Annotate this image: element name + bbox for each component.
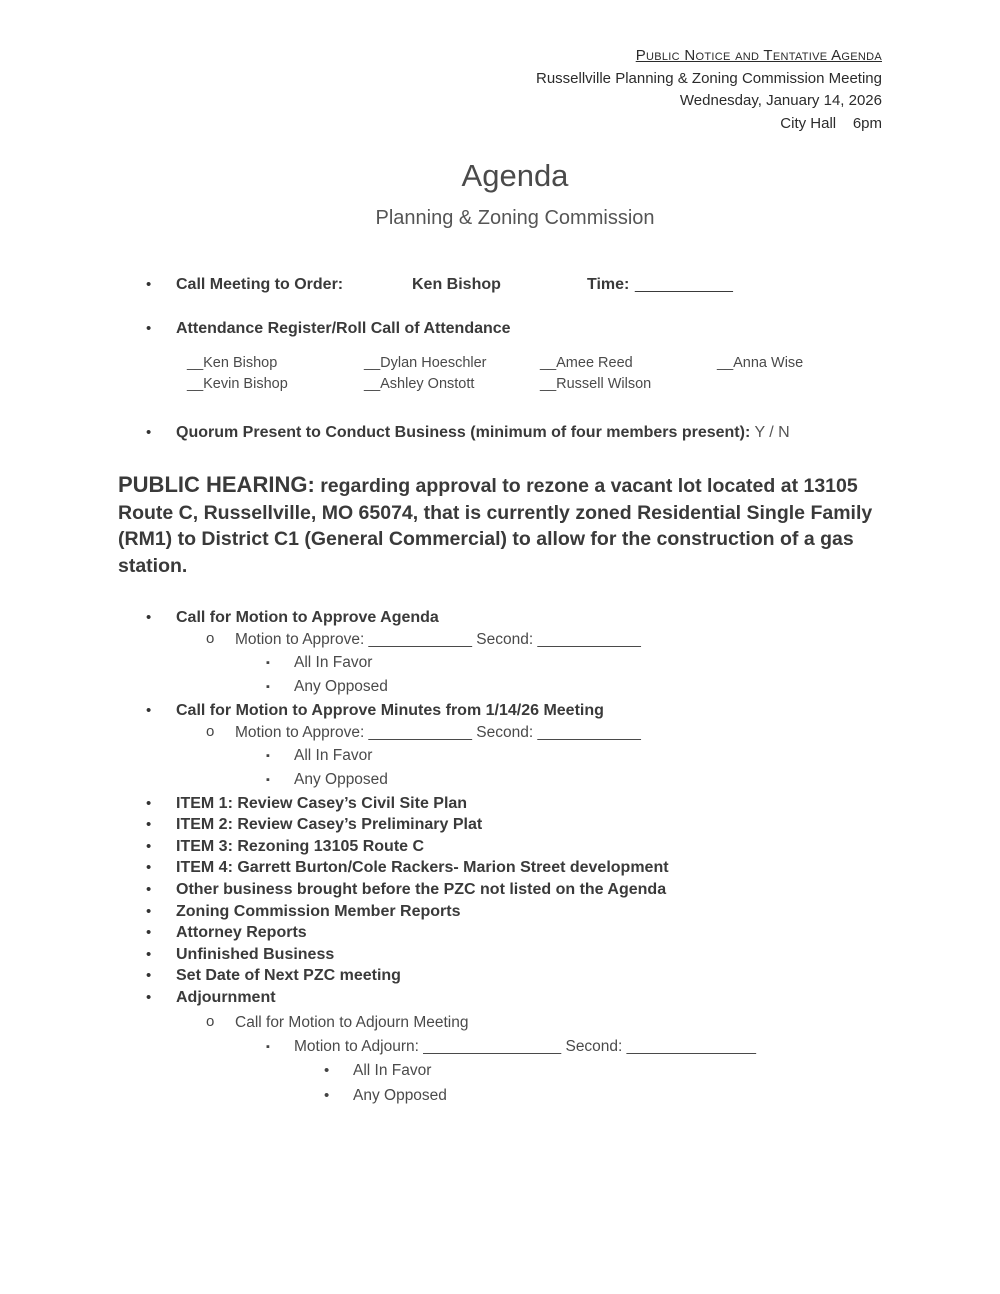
bullet-icon: • xyxy=(146,816,152,833)
any-opposed: Any Opposed xyxy=(294,678,388,695)
quorum-line: Quorum Present to Conduct Business (minimum of four members present): Y / N xyxy=(176,424,790,441)
all-in-favor: All In Favor xyxy=(353,1062,432,1079)
agenda-item: Adjournment xyxy=(176,989,276,1006)
attendance-member: __Ashley Onstott xyxy=(364,376,475,392)
all-in-favor: All In Favor xyxy=(294,654,373,671)
square-bullet-icon: ▪ xyxy=(266,1041,270,1053)
agenda-item: Other business brought before the PZC not listed on the Agenda xyxy=(176,881,667,898)
bullet-icon: • xyxy=(146,881,152,898)
bullet-icon: • xyxy=(146,859,152,876)
bullet-icon: • xyxy=(146,320,152,337)
adjourn-call: Call for Motion to Adjourn Meeting xyxy=(235,1014,469,1031)
agenda-item: Unfinished Business xyxy=(176,946,335,963)
circle-bullet-icon: o xyxy=(206,723,215,740)
time-blank: ___________ xyxy=(635,276,733,293)
any-opposed: Any Opposed xyxy=(353,1087,447,1104)
circle-bullet-icon: o xyxy=(206,630,215,647)
adjourn-motion-line: Motion to Adjourn: ________________ Second: _______________ xyxy=(294,1038,756,1055)
notice-title: Public Notice and Tentative Agenda xyxy=(635,47,882,64)
motion-line: Motion to Approve: ____________ Second: ____________ xyxy=(235,631,641,648)
bullet-icon: • xyxy=(324,1087,330,1104)
bullet-icon: • xyxy=(146,967,152,984)
approve-agenda-item: Call for Motion to Approve Agenda xyxy=(176,609,439,626)
bullet-icon: • xyxy=(146,795,152,812)
attendance-member: __Anna Wise xyxy=(717,355,804,371)
bullet-icon: • xyxy=(146,609,152,626)
bullet-icon: • xyxy=(146,903,152,920)
call-to-order-label: Call Meeting to Order: xyxy=(176,276,344,293)
bullet-icon: • xyxy=(324,1062,330,1079)
motion-line: Motion to Approve: ____________ Second: ____________ xyxy=(235,724,641,741)
agenda-item: Zoning Commission Member Reports xyxy=(176,903,461,920)
agenda-item: ITEM 4: Garrett Burton/Cole Rackers- Marion Street development xyxy=(176,859,669,876)
agenda-item: Set Date of Next PZC meeting xyxy=(176,967,401,984)
header-block xyxy=(536,45,882,135)
bullet-icon: • xyxy=(146,989,152,1006)
square-bullet-icon: ▪ xyxy=(266,657,270,669)
agenda-item: ITEM 1: Review Casey’s Civil Site Plan xyxy=(176,795,468,812)
agenda-item: ITEM 3: Rezoning 13105 Route C xyxy=(176,838,425,855)
attendance-member: __Amee Reed xyxy=(540,355,633,371)
square-bullet-icon: ▪ xyxy=(266,681,270,693)
bullet-icon: • xyxy=(146,424,152,441)
attendance-member: __Ken Bishop xyxy=(187,355,278,371)
bullet-icon: • xyxy=(146,702,152,719)
bullet-icon: • xyxy=(146,276,152,293)
square-bullet-icon: ▪ xyxy=(266,774,270,786)
attendance-member: __Kevin Bishop xyxy=(187,376,288,392)
meeting-date: Wednesday, January 14, 2026 xyxy=(679,92,882,109)
all-in-favor: All In Favor xyxy=(294,747,373,764)
square-bullet-icon: ▪ xyxy=(266,750,270,762)
circle-bullet-icon: o xyxy=(206,1013,215,1030)
attendance-member: __Dylan Hoeschler xyxy=(364,355,487,371)
agenda-item: ITEM 2: Review Casey’s Preliminary Plat xyxy=(176,816,483,833)
bullet-icon: • xyxy=(146,838,152,855)
attendance-label: Attendance Register/Roll Call of Attendance xyxy=(176,320,511,337)
call-to-order-name: Ken Bishop xyxy=(412,276,501,293)
time-label: Time: xyxy=(587,276,630,293)
page-subtitle: Planning & Zoning Commission xyxy=(375,207,655,229)
meeting-location-time: City Hall 6pm xyxy=(780,114,882,132)
bullet-icon: • xyxy=(146,924,152,941)
meeting-name: Russellville Planning & Zoning Commission Meeting xyxy=(536,69,882,87)
public-hearing: PUBLIC HEARING: regarding approval to rezone a vacant lot located at 13105 Route C, Russellville, MO 65074, that is currently zoned Residential Single Family (RM1) to District C1 (General Commercial) to allow for the construction of a gas station. xyxy=(118,472,873,577)
agenda-item: Attorney Reports xyxy=(176,924,307,941)
any-opposed: Any Opposed xyxy=(294,771,388,788)
attendance-member: __Russell Wilson xyxy=(540,376,652,392)
approve-minutes-item: Call for Motion to Approve Minutes from 1/14/26 Meeting xyxy=(176,702,604,719)
page-title: Agenda xyxy=(461,158,569,193)
bullet-icon: • xyxy=(146,946,152,963)
